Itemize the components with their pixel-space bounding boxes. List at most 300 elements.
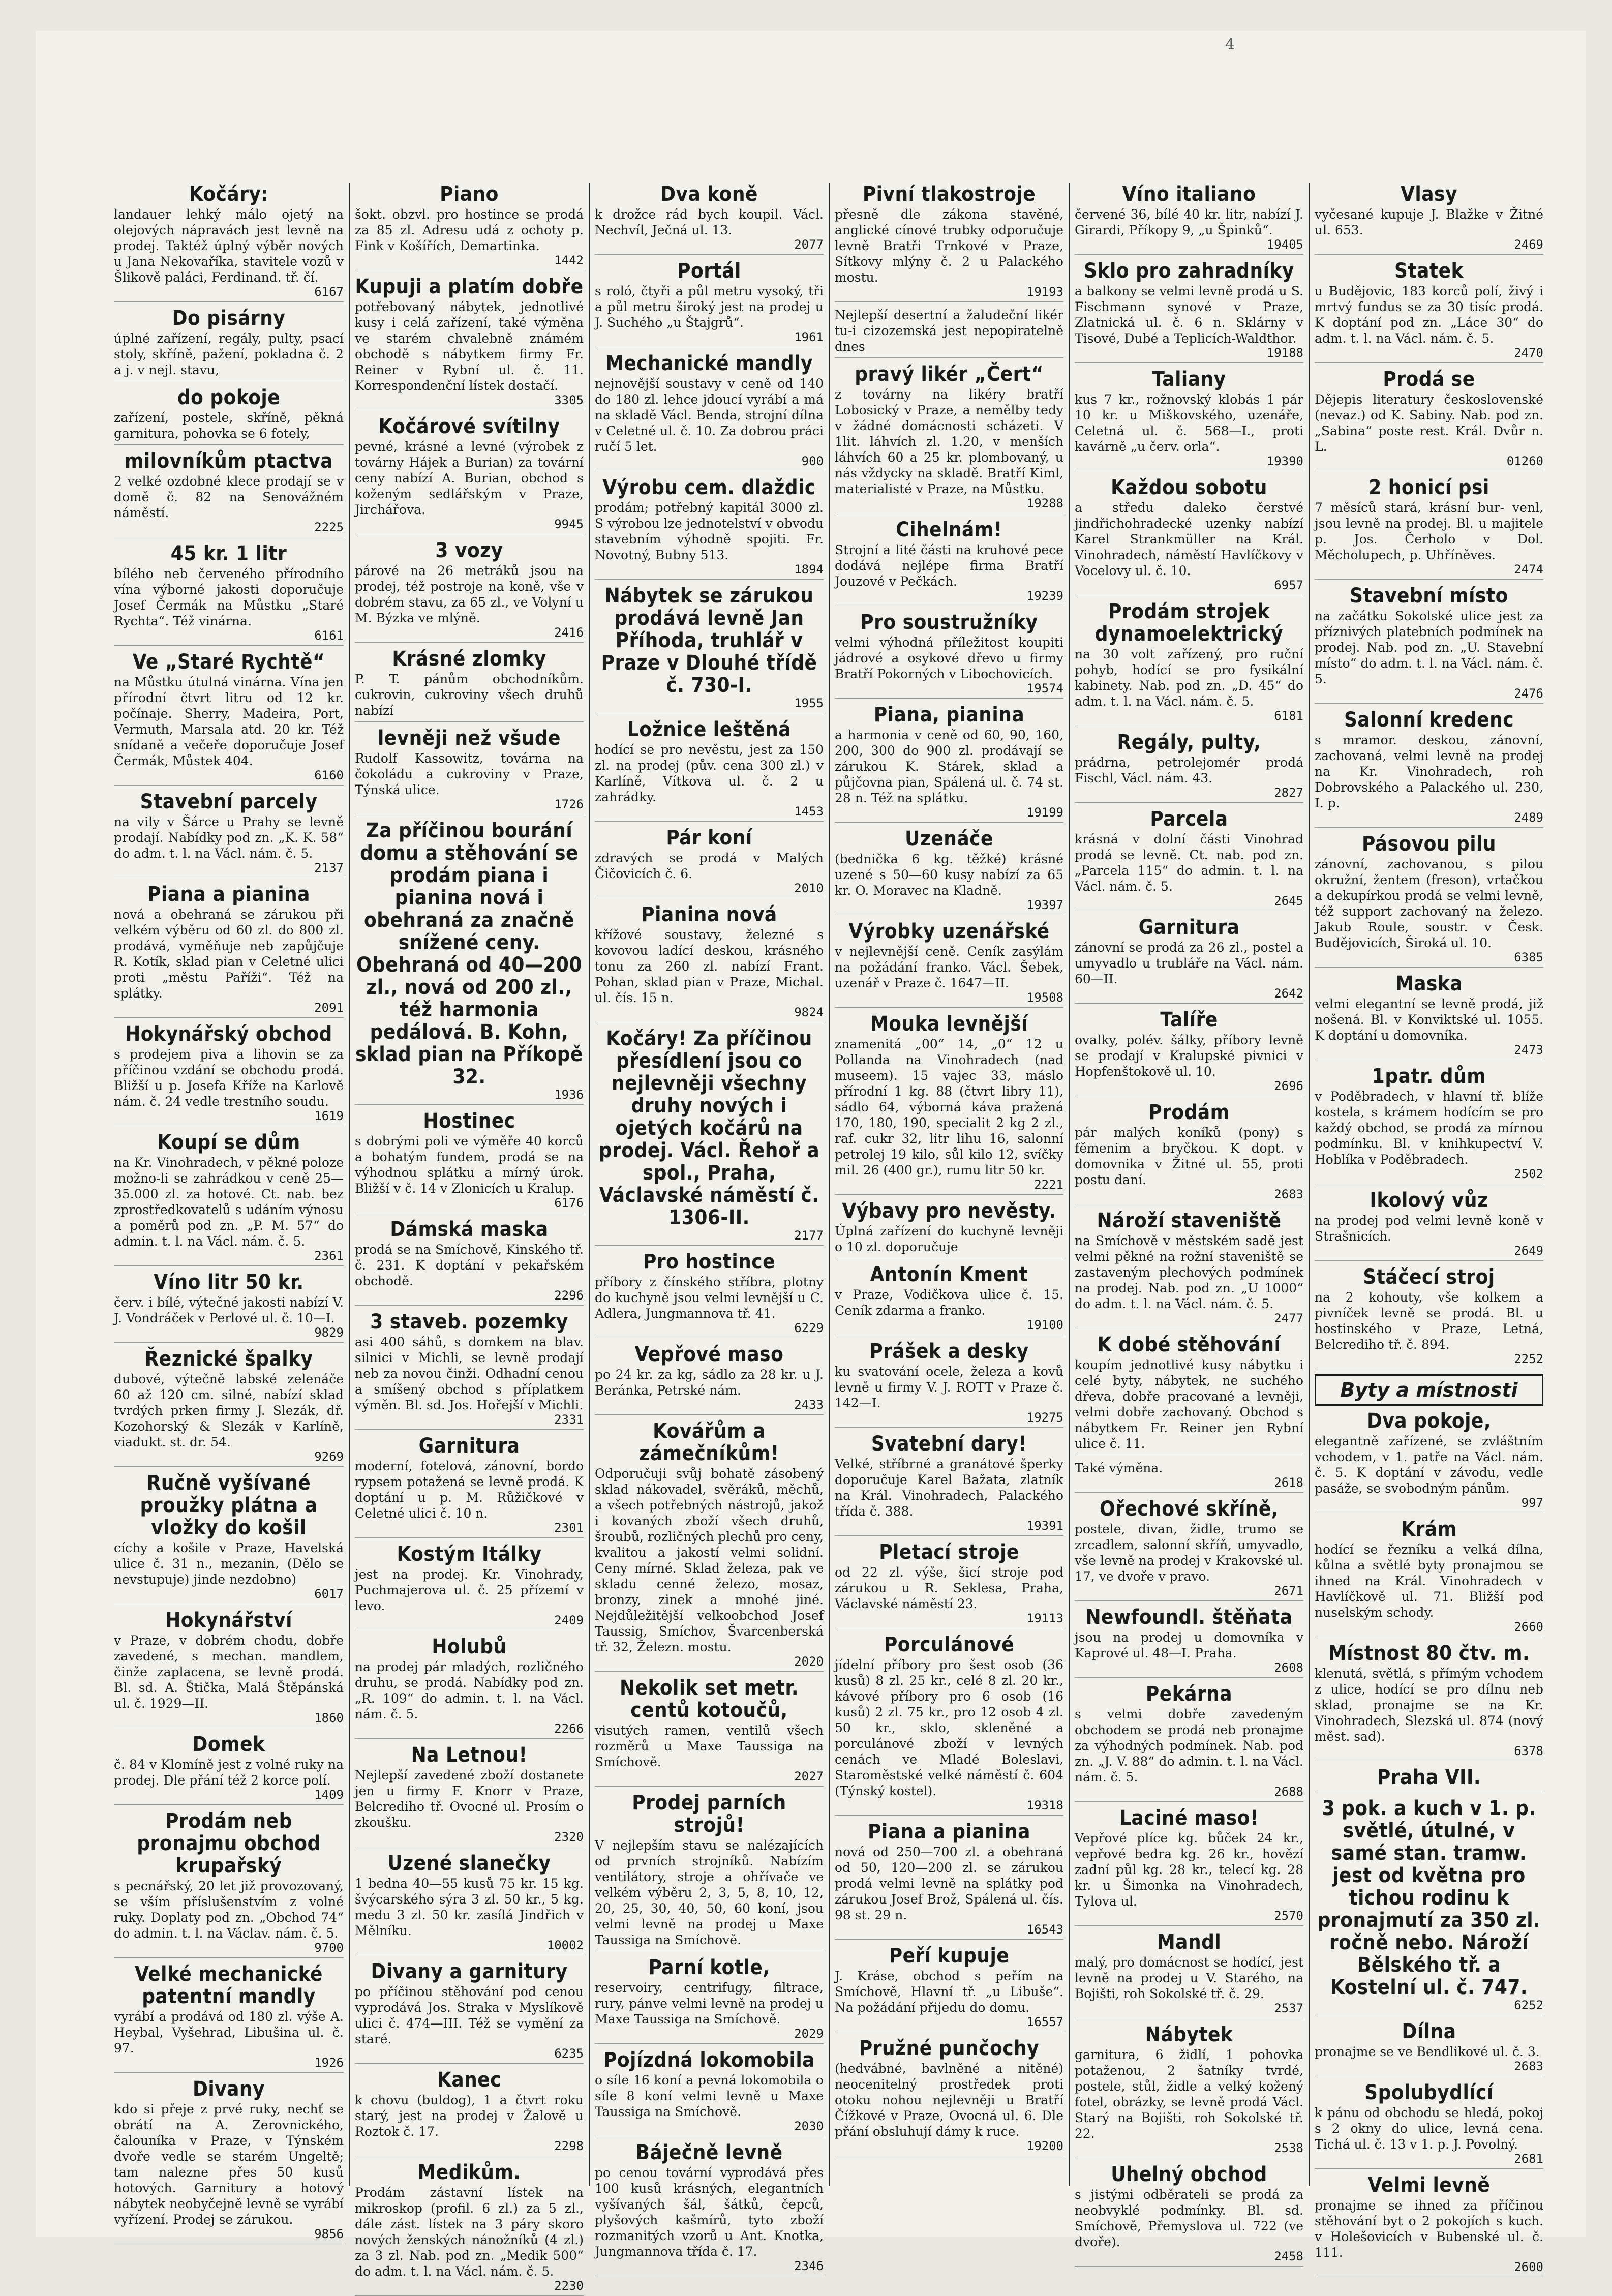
ad-heading: Kupuji a platím dobře xyxy=(355,275,584,298)
ad-heading: Medikům. xyxy=(417,2161,521,2184)
ad-reference-number: 2469 xyxy=(1514,237,1543,252)
ad-heading: Dva koně xyxy=(660,183,758,206)
classified-ad xyxy=(1315,1266,1543,1369)
ad-reference-number: 2608 xyxy=(1274,1660,1303,1675)
ad-reference-number: 01260 xyxy=(1506,454,1543,468)
classified-ad xyxy=(1075,1931,1303,2018)
ad-heading: Velmi levně xyxy=(1367,2173,1491,2197)
ad-reference-number: 2266 xyxy=(554,1721,584,1736)
ad-heading: milovníkům ptactva xyxy=(124,449,333,473)
classified-ad xyxy=(1075,1606,1303,1678)
ad-heading: Hokynářství xyxy=(165,1609,292,1632)
ad-body: šokt. obzvl. pro hostince se prodá za 85 zl. Adresu udá z ochoty p. Fink v Košířích, Demartinka. xyxy=(355,207,584,253)
ad-body: 2 velké ozdobné klece prodají se v domě č. 82 na Senovážném náměstí. xyxy=(114,474,344,520)
classified-ad xyxy=(595,2049,824,2136)
classified-ad xyxy=(595,260,824,347)
column-5 xyxy=(1069,183,1309,2263)
ad-reference-number: 2660 xyxy=(1514,1620,1543,1634)
ad-heading: Portál xyxy=(677,259,741,283)
classified-ad xyxy=(1315,2174,1543,2277)
ad-reference-number: 2296 xyxy=(554,1288,584,1303)
classified-ad xyxy=(114,183,344,302)
classified-ad xyxy=(1075,476,1303,595)
ad-heading: Pár koní xyxy=(666,826,752,850)
ad-body: pevné, krásné a levné (výrobek z továrny Hájek a Burian) za tovární ceny nabízí A. Burian, obchod s koženým sedlářským v Praze, Jirchářova. xyxy=(355,439,584,517)
ad-reference-number: 2077 xyxy=(794,237,824,252)
ad-reference-number: 900 xyxy=(801,454,824,468)
ad-body: na Smíchově v městském sadě jest velmi pěkné na rožní staveniště se zastaveným plechových podmínek na prodej. Nab. pod zn. „U 1000“ do adm. t. l. na Václ. nám. č. 5. xyxy=(1075,1233,1303,1311)
ad-heading: Místnost 80 čtv. m. xyxy=(1328,1642,1530,1665)
ad-body: s pecnářský, 20 let již provozovaný, se vším příslušenstvím z volné ruky. Doplaty pod zn. „Obchod 74“ do admin. t. l. na Václav. nám. č. 5. xyxy=(114,1879,344,1941)
classified-ad xyxy=(1315,973,1543,1060)
ad-body: červ. i bílé, výtečné jakosti nabízí V. J. Vondráček v Perlové ul. č. 10—I. xyxy=(114,1295,344,1325)
ad-reference-number: 997 xyxy=(1521,1496,1543,1510)
classified-ad xyxy=(595,476,824,580)
ad-heading: Pružné punčochy xyxy=(859,2037,1040,2060)
classified-ad xyxy=(1315,1797,1543,2015)
ad-heading: Za příčinou bourání domu a stěhování se prodám piana i pianina nová i obehraná za značně snížené ceny. Obehraná od 40—200 zl., nová od 200 zl., též harmonia pedálová. B. Kohn, sklad pian na Příkopě 32. xyxy=(355,819,583,1089)
ad-body: v Praze, v dobrém chodu, dobře zavedené, s mechan. mandlem, činže zaplacena, se levně prodá. Bl. sd. A. Štička, Malá Štěpánská ul. č. 1929—II. xyxy=(114,1633,344,1711)
ad-heading: Piana, pianina xyxy=(873,703,1025,727)
ad-body: od 22 zl. výše, šicí stroje pod zárukou u R. Seklesa, Praha, Václavské náměstí 23. xyxy=(835,1565,1063,1611)
classified-ad xyxy=(355,539,584,643)
classified-ad xyxy=(1315,1518,1543,1637)
ad-reference-number: 1442 xyxy=(554,253,584,267)
ad-heading: Divany xyxy=(192,2077,265,2101)
ad-heading: Svatební dary! xyxy=(871,1432,1027,1456)
ad-body: Strojní a lité části na kruhové pece dodává nejlépe firma Bratří Jouzové v Pečkách. xyxy=(835,542,1063,589)
ad-heading: Velké mechanické patentní mandly xyxy=(135,1962,323,2008)
ad-body: Dějepis literatury československé (nevaz.) od K. Sabiny. Nab. pod zn. „Sabina“ poste rest. Král. Dvůr n. L. xyxy=(1315,392,1543,454)
ad-reference-number: 2600 xyxy=(1514,2260,1543,2274)
ad-body: po příčinou stěhování pod cenou vyprodává Jos. Straka v Myslíkově ulici č. 474—III. Též se vymění za staré. xyxy=(355,1984,584,2046)
ad-reference-number: 3305 xyxy=(554,393,584,407)
classified-ad xyxy=(835,183,1063,302)
ad-reference-number: 2027 xyxy=(794,1769,824,1784)
ad-heading: Pivní tlakostroje xyxy=(862,183,1036,206)
classified-ad xyxy=(355,415,584,534)
ad-reference-number: 2331 xyxy=(554,1412,584,1427)
ad-reference-number: 2346 xyxy=(794,2259,824,2273)
ad-heading: Pekárna xyxy=(1145,1682,1233,1706)
ad-heading: pravý likér „Čert“ xyxy=(855,362,1044,386)
ad-heading: Mandl xyxy=(1157,1930,1222,1954)
ad-reference-number: 2433 xyxy=(794,1398,824,1412)
column-6 xyxy=(1309,183,1548,2274)
classified-ad xyxy=(355,2069,584,2156)
classified-ad xyxy=(1075,731,1303,803)
ad-heading: Prodám strojek dynamoelektrický xyxy=(1094,600,1284,646)
ad-heading: Ikolový vůz xyxy=(1370,1189,1488,1212)
classified-ad xyxy=(1315,1410,1543,1513)
ad-heading: Výrobu cem. dlaždic xyxy=(602,476,816,499)
classified-ad xyxy=(355,276,584,410)
ad-heading: Prášek a desky xyxy=(869,1340,1029,1363)
ad-reference-number: 2470 xyxy=(1514,346,1543,360)
ad-reference-number: 19390 xyxy=(1266,454,1303,468)
ad-heading: Stavební parcely xyxy=(140,790,318,813)
ad-reference-number: 2537 xyxy=(1274,2001,1303,2015)
classified-ad xyxy=(1315,183,1543,255)
classified-ad xyxy=(114,1472,344,1604)
ad-reference-number: 1961 xyxy=(794,330,824,344)
classified-ad xyxy=(114,1609,344,1728)
ad-heading: Nekolik set metr. centů kotoučů, xyxy=(619,1676,799,1722)
classified-ad xyxy=(835,1945,1063,2032)
column-4 xyxy=(829,183,1069,2186)
ad-body: P. T. pánům obchodníkům. cukrovin, cukroviny všech druhů nabízí xyxy=(355,672,584,718)
ad-body: Nejlepší zavedené zboží dostanete jen u firmy F. Knorr v Praze, Belcrediho tř. Ovocné ul. Prosím o zkoušku. xyxy=(355,1768,584,1830)
ad-heading: Na Letnou! xyxy=(411,1743,528,1767)
ad-heading: Statek xyxy=(1394,259,1464,283)
ad-reference-number: 19200 xyxy=(1026,2139,1063,2153)
ad-heading: Pásovou pilu xyxy=(1361,832,1497,856)
classified-ad xyxy=(114,791,344,878)
ad-heading: Výbavy pro nevěsty. xyxy=(842,1199,1056,1223)
ad-reference-number: 2683 xyxy=(1514,2059,1543,2073)
ad-reference-number: 9269 xyxy=(314,1449,344,1464)
classified-ad xyxy=(595,1677,824,1787)
ad-body: V nejlepším stavu se nalézajících od prvních strojníků. Nabízím ventilátory, stroje a ohřívače ve velkém výběru 2, 3, 5, 8, 10, 12, 20, 25, 30, 40, 50, 60 koní, jsou velmi levně na prodej u Maxe Taussiga na Smíchově. xyxy=(595,1838,824,1947)
ad-reference-number: 19397 xyxy=(1026,898,1063,912)
ad-heading: Uzenáče xyxy=(905,827,993,851)
ad-reference-number: 1409 xyxy=(314,1788,344,1802)
ad-reference-number: 2030 xyxy=(794,2119,824,2133)
classified-ad xyxy=(114,1810,344,1958)
classified-ad xyxy=(355,1311,584,1430)
ad-reference-number: 2252 xyxy=(1514,1352,1543,1366)
ad-body: (bednička 6 kg. těžké) krásné uzené s 50—60 kusy nabízí za 65 kr. O. Moravec na Kladně. xyxy=(835,852,1063,898)
ad-heading: Každou sobotu xyxy=(1111,476,1267,499)
ad-body: na prodej pár mladých, rozličného druhu, se prodá. Nabídky pod zn. „R. 109“ do admin. t. l. na Václ. nám. č. 5. xyxy=(355,1659,584,1721)
classified-ad xyxy=(835,828,1063,915)
ad-heading: Porculánové xyxy=(884,1633,1015,1656)
classified-ad xyxy=(835,1200,1063,1258)
classified-ad xyxy=(1075,808,1303,911)
classified-ad xyxy=(355,2161,584,2296)
ad-body: křížové soustavy, železné s kovovou ladící deskou, krásného tonu za 260 zl. nabízí Frant. Pohan, sklad pian v Praze, Michal. ul. čís. 15 n. xyxy=(595,927,824,1005)
ad-reference-number: 1894 xyxy=(794,562,824,577)
ad-body: k chovu (buldog), 1 a čtvrt roku starý, jest na prodej v Žalově u Roztok č. 17. xyxy=(355,2093,584,2139)
ad-heading: Kostým Itálky xyxy=(397,1543,542,1566)
ad-heading: Pro hostince xyxy=(643,1250,776,1274)
ad-body: na Kr. Vinohradech, v pěkné poloze možno-li se zahrádkou v ceně 25—35.000 zl. za hotové. Ct. nab. bez zprostředkovatelů s udáním výnosu a poměrů pod zn. „P. M. 57“ do admin. t. l. na Václ. nám. č. 5. xyxy=(114,1155,344,1249)
classified-ad xyxy=(1075,600,1303,726)
ad-body: na Můstku útulná vinárna. Vína jen přírodní čtvrt litru od 12 kr. počínaje. Sherry, Madeira, Port, Vermuth, Marsala atd. 20 kr. Též snídaně a večeře doporučuje Josef Čermák, Můstek 404. xyxy=(114,675,344,768)
ad-reference-number: 2645 xyxy=(1274,894,1303,908)
ad-body: nová a obehraná se zárukou při velkém výběru od 60 zl. do 800 zl. prodává, vyměňuje neb zapůjčuje R. Kotík, sklad pian v Celetné ulici proti „městu Paříži“. Též na splátky. xyxy=(114,907,344,1001)
ad-body: velmi elegantní se levně prodá, již nošená. Bl. v Konviktské ul. 1055. K doptání u domovníka. xyxy=(1315,996,1543,1043)
ad-body: kus 7 kr., rožnovský klobás 1 pár 10 kr. u Miškovského, uzenáře, Celetná ul. č. 568—I., proti kavárně „u červ. orla“. xyxy=(1075,392,1303,454)
ad-reference-number: 2225 xyxy=(314,520,344,534)
classified-ad xyxy=(1075,916,1303,1004)
classified-ad xyxy=(595,1956,824,2044)
ad-reference-number: 1926 xyxy=(314,2056,344,2070)
ad-body: párové na 26 metráků jsou na prodej, též postroje na koně, vše v dobrém stavu, za 65 zl., ve Volyní u M. Býzka ve mlýně. xyxy=(355,563,584,625)
ad-heading: Nároží staveniště xyxy=(1097,1209,1282,1232)
ad-reference-number: 16543 xyxy=(1026,1922,1063,1937)
ad-heading: Ložnice leštěná xyxy=(627,718,791,741)
classified-ad xyxy=(114,1963,344,2073)
ad-heading: Kočáry: xyxy=(189,183,269,206)
ad-heading: levněji než všude xyxy=(377,727,561,750)
ad-body: hodící se pro nevěstu, jest za 150 zl. na prodej (pův. cena 300 zl.) v Karlíně, Vítkova ul. č. 2 u zahrádky. xyxy=(595,742,824,804)
ad-body: a balkony se velmi levně prodá u S. Fischmann synové v Praze, Zlatnická ul. č. 6 n. Sklárny v Tisové, Dubé a Teplicích-Waldthor. xyxy=(1075,284,1303,346)
ad-heading: 2 honicí psi xyxy=(1368,476,1489,499)
ad-body: postele, divan, židle, trumo se zrcadlem, salonní skříň, umyvadlo, vše levně na prodej v Krakovské ul. 17, ve dvoře v pravo. xyxy=(1075,1522,1303,1584)
ad-body: Také výměna. xyxy=(1075,1461,1163,1475)
ad-reference-number: 6229 xyxy=(794,1321,824,1335)
ad-body: v Poděbradech, v hlavní tř. blíže kostela, s krámem hodícím se pro každý obchod, se prodá za mírnou podmínku. Bl. v knihkupectví V. Hoblíka v Poděbradech. xyxy=(1315,1089,1543,1167)
ad-heading: Nábytek xyxy=(1145,2023,1233,2046)
ad-body: klenutá, světlá, s přímým vchodem z ulice, hodící se pro dílnu neb sklad, pronajme se na Kr. Vinohradech, Slezská ul. 874 (nový měst. sad). xyxy=(1315,1666,1543,1744)
ad-body: nejnovější soustavy v ceně od 140 do 180 zl. lehce jdoucí vyrábí a má na skladě Václ. Benda, strojní dílna v Celetné ul. č. 10. Za dobrou práci ručí 5 let. xyxy=(595,376,824,454)
classified-ad xyxy=(595,1343,824,1415)
ad-heading: Uhelný obchod xyxy=(1111,2163,1267,2186)
ad-heading: Piana a pianina xyxy=(868,1820,1030,1844)
ad-reference-number: 2688 xyxy=(1274,1785,1303,1799)
ad-heading: do pokoje xyxy=(177,386,281,409)
ad-heading: 45 kr. 1 litr xyxy=(170,542,287,565)
classified-ad xyxy=(1075,260,1303,363)
ad-heading: Pletací stroje xyxy=(879,1540,1019,1564)
ad-reference-number: 2409 xyxy=(554,1613,584,1627)
ad-reference-number: 19405 xyxy=(1266,237,1303,252)
classified-ad xyxy=(1315,1642,1543,1761)
classified-ad xyxy=(595,827,824,898)
ad-heading: Víno litr 50 kr. xyxy=(154,1271,304,1294)
ad-heading: Sklo pro zahradníky xyxy=(1084,259,1294,283)
ad-body: na vily v Šárce u Prahy se levně prodají. Nabídky pod zn. „K. K. 58“ do adm. t. l. na Václ. nám. č. 5. xyxy=(114,814,344,861)
ad-reference-number: 2010 xyxy=(794,881,824,895)
ad-heading: Cihelnám! xyxy=(896,518,1002,541)
ad-heading: Kočárové svítilny xyxy=(378,415,560,438)
ad-reference-number: 19318 xyxy=(1026,1798,1063,1812)
ad-body: kdo si přeje z prvé ruky, nechť se obrátí na A. Zerovnického, čalouníka v Praze, v Týnském dvoře vedle se starém Ungeltě; tam nalezne přes 50 kusů hotových. Garnitury a hotový nábytek neobyčejně levně se vyrábí vyřízení. Prodej se zárukou. xyxy=(114,2102,344,2227)
classified-ad xyxy=(595,1251,824,1338)
classified-ad xyxy=(355,1636,584,1739)
ad-heading: Prodám neb pronajmu obchod krupařský xyxy=(137,1809,321,1878)
ad-body: zánovní se prodá za 26 zl., postel a umyvadlo u trubláře na Václ. nám. 60—II. xyxy=(1075,940,1303,986)
ad-body: landauer lehký málo ojetý na olejových nápravách jest levně na prodej. Taktéž úplný výběr nových u Jana Nekovaříka, stavitele vozů v Šlikově paláci, Ferdinand. tř. čí. xyxy=(114,207,344,285)
ad-body: pronajme se ihned za příčinou stěhování byt o 2 pokojích s kuch. v Holešovicích v Bubenské ul. č. 111. xyxy=(1315,2198,1543,2260)
ad-body: elegantně zařízené, se zvláštním vchodem, v 1. patře na Václ. nám. č. 5. K doptání v závodu, vedle pasáže, se svobodným pánům. xyxy=(1315,1434,1543,1496)
ad-body: v Praze, Vodičkova ulice č. 15. Ceník zdarma a franko. xyxy=(835,1287,1063,1318)
ad-heading: Peří kupuje xyxy=(889,1944,1010,1968)
ad-body: na 30 volt zařízený, pro ruční pohyb, hodící se pro fysikální kabinety. Nab. pod zn. „D. 45“ do adm. t. l. na Václ. nám. č. 5. xyxy=(1075,647,1303,709)
classified-ad xyxy=(595,903,824,1022)
ad-reference-number: 19508 xyxy=(1026,990,1063,1005)
ad-heading: Piana a pianina xyxy=(147,883,310,906)
ad-reference-number: 6167 xyxy=(314,285,344,299)
ad-reference-number: 2683 xyxy=(1274,1187,1303,1201)
classified-ad xyxy=(355,1110,584,1213)
ad-body: po 24 kr. za kg, sádlo za 28 kr. u J. Beránka, Petrské nám. xyxy=(595,1367,824,1398)
ad-reference-number: 2827 xyxy=(1274,786,1303,800)
ad-body: pár malých koníků (pony) s fěmenim a bryčkou. K dopt. v domovnika v Žitné ul. 55, proti postu daní. xyxy=(1075,1125,1303,1187)
classified-ad xyxy=(595,718,824,822)
classified-ad xyxy=(1075,1334,1303,1455)
ad-body: na prodej pod velmi levně koně v Strašnicích. xyxy=(1315,1213,1543,1244)
ad-heading: Ořechové skříně, xyxy=(1100,1497,1279,1521)
classified-ad xyxy=(1315,709,1543,828)
classified-ad xyxy=(114,651,344,786)
classified-ad xyxy=(1075,1683,1303,1802)
ad-body: u Budějovic, 183 korců polí, živý i mrtvý fundus se za 30 tisíc prodá. K doptání pod zn. „Láce 30“ do adm. t. l. na Václ. nám. č. 5. xyxy=(1315,284,1543,346)
ad-body: s roló, čtyři a půl metru vysoký, tři a půl metru široký jest na prodej u J. Suchého „u Štajgrů“. xyxy=(595,284,824,330)
ad-reference-number: 2230 xyxy=(554,2279,584,2293)
ad-body: (hedvábné, bavlněné a nitěné) neocenitelný prostředek proti otoku nohou nejlevněji u Bratří Čížkové v Praze, Ovocná ul. 6. Dle přání obsluhují dámy k ruce. xyxy=(835,2061,1063,2139)
ad-heading: Regály, pulty, xyxy=(1117,731,1261,754)
ad-reference-number: 6235 xyxy=(554,2046,584,2061)
classified-ad xyxy=(355,1218,584,1306)
ad-body: asi 400 sáhů, s domkem na blav. silnici v Michli, se levně prodají neb za novou činži. Odhadní cenou a smíšený obchod s příplatkem výměn. Bl. sd. Jos. Hořejší v Michli. xyxy=(355,1335,584,1412)
ad-body: a středu daleko čerstvé jindřichohradecké uzenky nabízí Karel Strankmüller na Král. Vinohradech, náměstí Havlíčkovy v Vocelovy ul. č. 10. xyxy=(1075,500,1303,578)
ad-body: červené 36, bílé 40 kr. litr, nabízí J. Girardi, Příkopy 9, „u Špinků“. xyxy=(1075,207,1303,237)
ad-body: Rudolf Kassowitz, továrna na čokoládu a cukroviny v Praze, Týnská ulice. xyxy=(355,751,584,797)
ad-heading: Stavební místo xyxy=(1350,584,1508,608)
column-3 xyxy=(589,183,829,2273)
classified-ad xyxy=(1075,1101,1303,1204)
ad-reference-number: 2091 xyxy=(314,1001,344,1015)
ad-body: k pánu od obchodu se hledá, pokoj s 2 okny do ulice, levná cena. Tichá ul. č. 13 v 1. p. J. Povolný. xyxy=(1315,2105,1543,2152)
ad-reference-number: 19199 xyxy=(1026,805,1063,820)
ad-heading: Víno italiano xyxy=(1122,183,1256,206)
classified-ad xyxy=(835,1821,1063,1940)
ad-body: garnitura, 6 židlí, 1 pohovka potaženou, 2 šatníky tvrdé, postele, stůl, židle a velký kožený fotel, obrázky, se levně prodá Václ. Starý na Bojišti, roh Sokolské tř. 22. xyxy=(1075,2047,1303,2141)
ad-reference-number: 2177 xyxy=(794,1228,824,1243)
ad-heading: Prodá se xyxy=(1383,368,1475,391)
ad-body: hodící se řezníku a velká dílna, kůlna a světlé byty pronajmou se ihned na Král. Vinohradech v Havlíčkově ul. 71. Bližší pod nuselským schody. xyxy=(1315,1542,1543,1620)
ad-heading: Uzené slanečky xyxy=(387,1852,551,1875)
ad-reference-number: 10002 xyxy=(546,1938,584,1952)
ad-reference-number: 2502 xyxy=(1514,1167,1543,1181)
classified-ad xyxy=(835,704,1063,823)
ad-reference-number: 1860 xyxy=(314,1711,344,1725)
classified-ad xyxy=(835,1433,1063,1536)
ad-reference-number: 2137 xyxy=(314,861,344,875)
classified-ad xyxy=(595,1420,824,1672)
ad-body: zánovní, zachovanou, s pilou okružní, žentem (freson), vrtačkou a dekupírkou prodá se velmi levně, též support zachovaný na železo. Jakub Roule, soustr. v Česk. Budějovicích, Široká ul. 10. xyxy=(1315,857,1543,950)
ad-heading: K dobé stěhování xyxy=(1097,1333,1281,1356)
ad-heading: Garnitura xyxy=(418,1434,520,1458)
ad-reference-number: 9700 xyxy=(314,1941,344,1955)
ad-body: Prodám zástavní lístek na mikroskop (profil. 6 zl.) za 5 zl., dále zást. lístek na 3 páry skoro nových ženských nánožníků (4 zl.) za 3 zl. Nab. pod zn. „Medik 500“ do adm. t. l. na Václ. nám. č. 5. xyxy=(355,2185,584,2279)
classified-ad xyxy=(1075,2163,1303,2267)
ad-reference-number: 2671 xyxy=(1274,1584,1303,1598)
classified-ad xyxy=(1315,1065,1543,1184)
ad-heading: Praha VII. xyxy=(1377,1766,1481,1789)
ad-body: s mramor. deskou, zánovní, zachovaná, velmi levně na prodej na Kr. Vinohradech, roh Dobrovského a Palackého ul. 230, I. p. xyxy=(1315,733,1543,810)
ad-body: Úplná zařízení do kuchyně levněji o 10 zl. doporučuje xyxy=(835,1224,1063,1254)
ad-body: příbory z čínského stříbra, plotny do kuchyně jsou velmi levnější u C. Adlera, Jungmannova tř. 41. xyxy=(595,1275,824,1321)
ad-heading: Ve „Staré Rychtě“ xyxy=(132,650,325,674)
ad-heading: Maska xyxy=(1395,972,1463,995)
ad-body: krásná v dolní části Vinohrad prodá se levně. Ct. nab. pod zn. „Parcela 115“ do admin. t. l. na Václ. nám. č. 5. xyxy=(1075,832,1303,894)
ad-body: visutých ramen, ventilů všech rozměrů u Maxe Taussiga na Smíchově. xyxy=(595,1723,824,1769)
ad-reference-number: 2681 xyxy=(1514,2152,1543,2166)
classified-ad xyxy=(835,611,1063,699)
classified-ad xyxy=(835,1263,1063,1335)
ad-reference-number: 19193 xyxy=(1026,285,1063,299)
classified-ad xyxy=(355,820,584,1105)
classified-ad xyxy=(595,1028,824,1246)
ad-heading: Vlasy xyxy=(1401,183,1457,206)
ad-body: Nejlepší desertní a žaludeční likér tu-i cizozemská jest nepopiratelně dnes xyxy=(835,308,1063,354)
ad-heading: Laciné maso! xyxy=(1119,1806,1259,1830)
ad-heading: Kočáry! Za příčinou přesídlení jsou co nejlevněji všechny druhy nových i ojetých kočárů na prodej. Václ. Řehoř a spol., Praha, Václavské náměstí č. 1306-II. xyxy=(598,1027,820,1229)
ad-heading: 1patr. dům xyxy=(1372,1065,1486,1088)
ad-body: na začátku Sokolské ulice jest za příznivých platebních podmínek na prodej. Nab. pod zn. „U. Stavební místo“ do adm. t. l. na Václ. nám. č. 5. xyxy=(1315,609,1543,686)
classified-ad xyxy=(355,1960,584,2064)
ad-reference-number: 2020 xyxy=(794,1654,824,1669)
ad-heading: Pianina nová xyxy=(641,903,777,926)
ad-heading: 3 pok. a kuch v 1. p. světlé, útulné, v samé stan. tramw. jest od května pro tichou rodinu k pronajmutí za 350 zl. ročně nebo. Nároží Bělského tř. a Kostelní ul. č. 747. xyxy=(1317,1797,1541,1999)
ad-heading: Domek xyxy=(192,1733,265,1756)
classified-ad xyxy=(1315,368,1543,471)
ad-reference-number: 2473 xyxy=(1514,1043,1543,1057)
ad-heading: Spolubydlící xyxy=(1364,2081,1494,2104)
classified-ad xyxy=(595,352,824,471)
classified-ad xyxy=(114,1348,344,1467)
ad-body: vyčesané kupuje J. Blažke v Žitné ul. 653. xyxy=(1315,207,1543,237)
classified-ad xyxy=(355,1435,584,1538)
ad-heading: Antonín Kment xyxy=(870,1263,1028,1286)
ad-reference-number: 2361 xyxy=(314,1249,344,1263)
ad-reference-number: 6160 xyxy=(314,768,344,782)
ad-body: nová od 250—700 zl. a obehraná od 50, 120—200 zl. se zárukou prodá velmi levně na splátky pod zárukou Josef Brož, Spálená ul. čís. 98 st. 29 n. xyxy=(835,1845,1063,1922)
ad-reference-number: 6378 xyxy=(1514,1744,1543,1758)
ad-body: k drožce rád bych koupil. Václ. Nechvíl, Ječná ul. 13. xyxy=(595,207,824,237)
classified-ad xyxy=(835,2037,1063,2156)
classified-ad xyxy=(355,183,584,270)
ad-body: s prodejem piva a lihovin se za příčinou vzdání se obchodu prodá. Bližší u p. Josefa Kříže na Karlově nám. č. 24 vedle trestního soudu. xyxy=(114,1047,344,1109)
ad-reference-number: 2221 xyxy=(1034,1177,1063,1192)
classified-ad xyxy=(355,1744,584,1847)
ad-body: prádrna, petrolejomér prodá Fischl, Václ. nám. 43. xyxy=(1075,755,1303,786)
classified-ad xyxy=(114,386,344,445)
ad-reference-number: 2474 xyxy=(1514,562,1543,577)
ad-body: ovalky, polév. šálky, příbory levně se prodají v Kralupské pivnici v Hopfenštokově ul. 10. xyxy=(1075,1033,1303,1079)
classified-ad xyxy=(595,1792,824,1951)
classified-ad xyxy=(1315,1766,1543,1792)
classified-ad xyxy=(1075,1009,1303,1096)
classified-ad xyxy=(114,883,344,1018)
classified-ad xyxy=(114,2078,344,2244)
ad-heading: Parní kotle, xyxy=(648,1956,770,1979)
classified-ad xyxy=(835,519,1063,606)
ad-reference-number: 1955 xyxy=(794,696,824,710)
ad-body: č. 84 v Klomíně jest z volné ruky na prodej. Dle přání též 2 korce polí. xyxy=(114,1757,344,1788)
classified-ad xyxy=(1075,368,1303,471)
ad-body: s dobrými poli ve výměře 40 korců a bohatým fundem, prodá se na výhodnou splátku a mírný úrok. Bližší v č. 14 v Zlonicích u Kralup. xyxy=(355,1134,584,1196)
ad-body: ku svatování ocele, železa a kovů levně u firmy V. J. ROTT v Praze č. 142—I. xyxy=(835,1364,1063,1410)
classified-ad xyxy=(114,542,344,646)
ad-body: prodá se na Smíchově, Kinského tř. č. 231. K doptání v pekařském obchodě. xyxy=(355,1242,584,1288)
classified-ad xyxy=(595,585,824,713)
ad-heading: Piano xyxy=(440,183,499,206)
section-header: Byty a místnosti xyxy=(1340,1379,1518,1401)
ad-heading: Talíře xyxy=(1160,1008,1218,1032)
ad-reference-number: 6957 xyxy=(1274,578,1303,592)
classified-ad xyxy=(835,307,1063,358)
classified-ad xyxy=(835,1541,1063,1628)
ad-heading: Newfoundl. štěňata xyxy=(1085,1606,1293,1629)
ad-reference-number: 2489 xyxy=(1514,810,1543,825)
ad-reference-number: 2618 xyxy=(1274,1475,1303,1490)
ad-reference-number: 19113 xyxy=(1026,1611,1063,1625)
ad-heading: Prodám xyxy=(1148,1101,1230,1124)
